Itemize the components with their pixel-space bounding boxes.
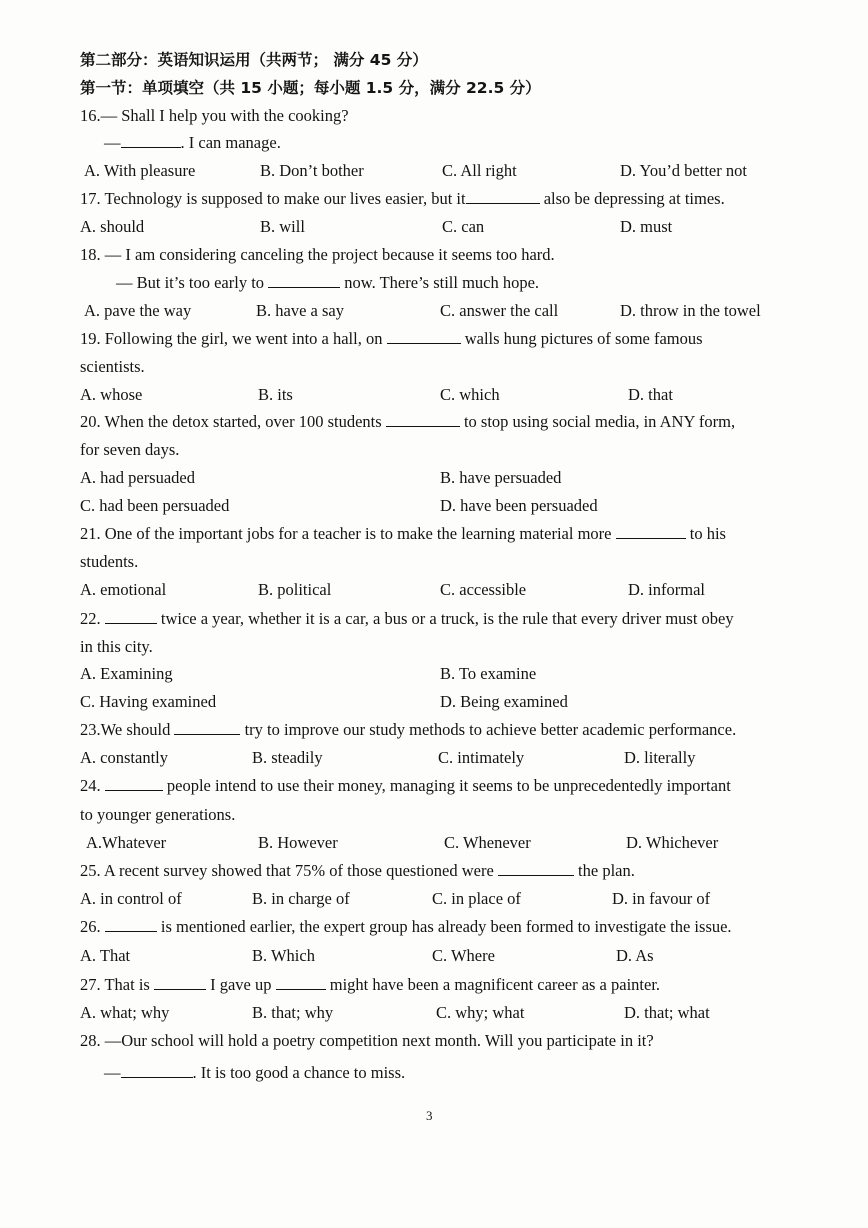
q26-option-d[interactable]: D. As xyxy=(616,946,654,965)
q16-option-a[interactable]: A. With pleasure xyxy=(84,161,196,180)
q19-option-a[interactable]: A. whose xyxy=(80,385,143,404)
q26-stem: 26. is mentioned earlier, the expert group has already been formed to investigate the issue. xyxy=(80,917,732,936)
blank-line xyxy=(276,975,326,990)
blank-line xyxy=(105,776,163,791)
q27-option-b[interactable]: B. that; why xyxy=(252,1003,334,1022)
q27-option-c[interactable]: C. why; what xyxy=(436,1003,525,1022)
q20-option-d[interactable]: D. have been persuaded xyxy=(440,496,598,515)
blank-line xyxy=(386,412,460,427)
q27-option-d[interactable]: D. that; what xyxy=(624,1003,710,1022)
q23-option-a[interactable]: A. constantly xyxy=(80,748,168,767)
q16-option-b[interactable]: B. Don’t bother xyxy=(260,161,364,180)
blank-line xyxy=(121,133,181,148)
blank-line xyxy=(174,720,240,735)
q17-option-d[interactable]: D. must xyxy=(620,217,673,236)
blank-line xyxy=(466,189,540,204)
q19-option-c[interactable]: C. which xyxy=(440,385,500,404)
blank-line xyxy=(121,1063,193,1078)
q23-option-d[interactable]: D. literally xyxy=(624,748,696,767)
q21-option-b[interactable]: B. political xyxy=(258,580,332,599)
q17-option-b[interactable]: B. will xyxy=(260,217,305,236)
blank-line xyxy=(268,273,340,288)
blank-line xyxy=(154,975,206,990)
q22-option-a[interactable]: A. Examining xyxy=(80,664,173,683)
q20-stem-cont: for seven days. xyxy=(80,440,180,459)
q24-stem: 24. people intend to use their money, managing it seems to be unprecedentedly important xyxy=(80,776,731,795)
q19-option-d[interactable]: D. that xyxy=(628,385,673,404)
q23-option-c[interactable]: C. intimately xyxy=(438,748,525,767)
blank-line xyxy=(498,861,574,876)
q20-option-b[interactable]: B. have persuaded xyxy=(440,468,562,487)
q26-option-b[interactable]: B. Which xyxy=(252,946,315,965)
q25-option-b[interactable]: B. in charge of xyxy=(252,889,350,908)
q18-stem: 18. — I am considering canceling the project because it seems too hard. xyxy=(80,245,555,264)
q19-stem-cont: scientists. xyxy=(80,357,145,376)
q21-option-c[interactable]: C. accessible xyxy=(440,580,527,599)
q16-option-d[interactable]: D. You’d better not xyxy=(620,161,747,180)
q25-option-d[interactable]: D. in favour of xyxy=(612,889,711,908)
q17-option-c[interactable]: C. can xyxy=(442,217,485,236)
q27-stem: 27. That is I gave up might have been a magnificent career as a painter. xyxy=(80,975,661,994)
q28-stem: 28. —Our school will hold a poetry competition next month. Will you participate in it? xyxy=(80,1031,654,1050)
q21-option-d[interactable]: D. informal xyxy=(628,580,705,599)
q26-option-c[interactable]: C. Where xyxy=(432,946,495,965)
q24-option-b[interactable]: B. However xyxy=(258,833,338,852)
q18-option-b[interactable]: B. have a say xyxy=(256,301,344,320)
q28-reply: — . It is too good a chance to miss. xyxy=(104,1063,406,1082)
part-title: 第二部分：英语知识运用（共两节； 满分 45 分） xyxy=(80,51,428,69)
q20-stem: 20. When the detox started, over 100 students to stop using social media, in ANY form, xyxy=(80,412,736,431)
q23-option-b[interactable]: B. steadily xyxy=(252,748,323,767)
q24-stem-cont: to younger generations. xyxy=(80,805,236,824)
q23-stem: 23.We should try to improve our study methods to achieve better academic performance. xyxy=(80,720,737,739)
q18-option-c[interactable]: C. answer the call xyxy=(440,301,559,320)
q26-option-a[interactable]: A. That xyxy=(80,946,131,965)
blank-line xyxy=(105,917,157,932)
q22-stem: 22. twice a year, whether it is a car, a bus or a truck, is the rule that every driver must obey xyxy=(80,609,734,628)
q18-option-d[interactable]: D. throw in the towel xyxy=(620,301,761,320)
q25-option-c[interactable]: C. in place of xyxy=(432,889,521,908)
q17-stem: 17. Technology is supposed to make our lives easier, but it also be depressing at times. xyxy=(80,189,725,208)
section-title: 第一节：单项填空（共 15 小题；每小题 1.5 分，满分 22.5 分） xyxy=(80,79,541,97)
q21-stem-cont: students. xyxy=(80,552,139,571)
q25-stem: 25. A recent survey showed that 75% of those questioned were the plan. xyxy=(80,861,635,880)
q21-stem: 21. One of the important jobs for a teacher is to make the learning material more to his xyxy=(80,524,726,543)
q22-option-d[interactable]: D. Being examined xyxy=(440,692,568,711)
q16-option-c[interactable]: C. All right xyxy=(442,161,517,180)
q19-stem: 19. Following the girl, we went into a hall, on walls hung pictures of some famous xyxy=(80,329,703,348)
blank-line xyxy=(105,609,157,624)
page-number: 3 xyxy=(426,1108,433,1123)
q24-option-a[interactable]: A.Whatever xyxy=(86,833,167,852)
q19-option-b[interactable]: B. its xyxy=(258,385,293,404)
q25-option-a[interactable]: A. in control of xyxy=(80,889,182,908)
q24-option-c[interactable]: C. Whenever xyxy=(444,833,531,852)
blank-line xyxy=(387,329,461,344)
q22-stem-cont: in this city. xyxy=(80,637,153,656)
q20-option-c[interactable]: C. had been persuaded xyxy=(80,496,230,515)
q24-option-d[interactable]: D. Whichever xyxy=(626,833,719,852)
q22-option-b[interactable]: B. To examine xyxy=(440,664,537,683)
blank-line xyxy=(616,524,686,539)
q17-option-a[interactable]: A. should xyxy=(80,217,145,236)
q18-option-a[interactable]: A. pave the way xyxy=(84,301,192,320)
q20-option-a[interactable]: A. had persuaded xyxy=(80,468,196,487)
q18-reply: — But it’s too early to now. There’s still much hope. xyxy=(116,273,540,292)
q16-reply: — . I can manage. xyxy=(104,133,281,152)
q27-option-a[interactable]: A. what; why xyxy=(80,1003,170,1022)
q21-option-a[interactable]: A. emotional xyxy=(80,580,167,599)
q22-option-c[interactable]: C. Having examined xyxy=(80,692,217,711)
q16-stem: 16.— Shall I help you with the cooking? xyxy=(80,106,349,125)
